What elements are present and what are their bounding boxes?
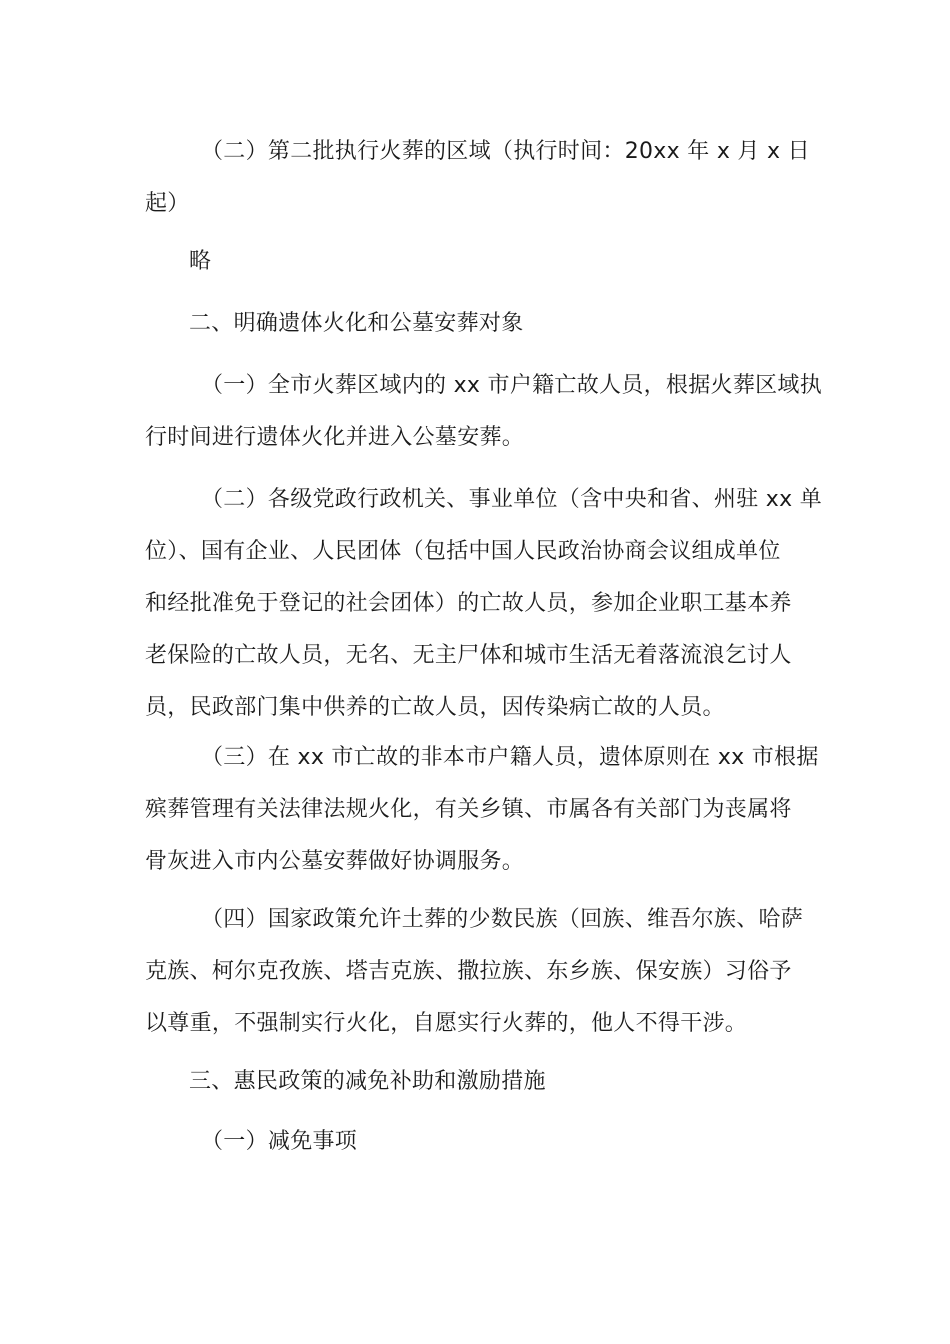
paragraph-item-4 [145,894,805,1050]
text-line: 位）、国有企业、人民团体（包括中国人民政治协商会议组成单位 [145,539,781,564]
text-line: （二）第二批执行火葬的区域（执行时间：20xx 年 x 月 x 日 [201,139,810,164]
text-line: 克族、柯尔克孜族、塔吉克族、撒拉族、东乡族、保安族）习俗予 [145,959,792,984]
paragraph-item-3 [145,732,819,888]
text-line: 起） [145,191,190,216]
text-line: （二）各级党政行政机关、事业单位（含中央和省、州驻 xx 单 [201,487,823,512]
section-heading-text: 二、明确遗体火化和公墓安葬对象 [189,311,524,336]
paragraph-item-2 [145,474,823,734]
text-line: 殡葬管理有关法律法规火化，有关乡镇、市属各有关部门为丧属将 [145,797,792,822]
text-line: 员，民政部门集中供养的亡故人员，因传染病亡故的人员。 [145,695,725,720]
paragraph-omitted [145,236,805,288]
text-line: 骨灰进入市内公墓安葬做好协调服务。 [145,849,525,874]
section-heading-text: 三、惠民政策的减免补助和激励措施 [189,1069,546,1094]
section-heading-3 [145,1056,805,1108]
text-line: （四）国家政策允许土葬的少数民族（回族、维吾尔族、哈萨 [201,907,804,932]
paragraph-second-batch-cremation-area [145,126,810,230]
text-line: 老保险的亡故人员，无名、无主尸体和城市生活无着落流浪乞讨人 [145,643,792,668]
section-heading-2 [145,298,805,350]
text-line: （一）全市火葬区域内的 xx 市户籍亡故人员，根据火葬区域执 [201,373,823,398]
text-line: 以尊重，不强制实行火化，自愿实行火葬的，他人不得干涉。 [145,1011,748,1036]
subsection-heading-exemptions [145,1116,805,1168]
paragraph-item-1 [145,360,823,464]
text-line: 和经批准免于登记的社会团体）的亡故人员，参加企业职工基本养 [145,591,792,616]
subsection-heading-text: （一）减免事项 [201,1129,358,1154]
text-line: 略 [189,249,212,274]
text-line: （三）在 xx 市亡故的非本市户籍人员，遗体原则在 xx 市根据 [201,745,819,770]
text-line: 行时间进行遗体火化并进入公墓安葬。 [145,425,525,450]
